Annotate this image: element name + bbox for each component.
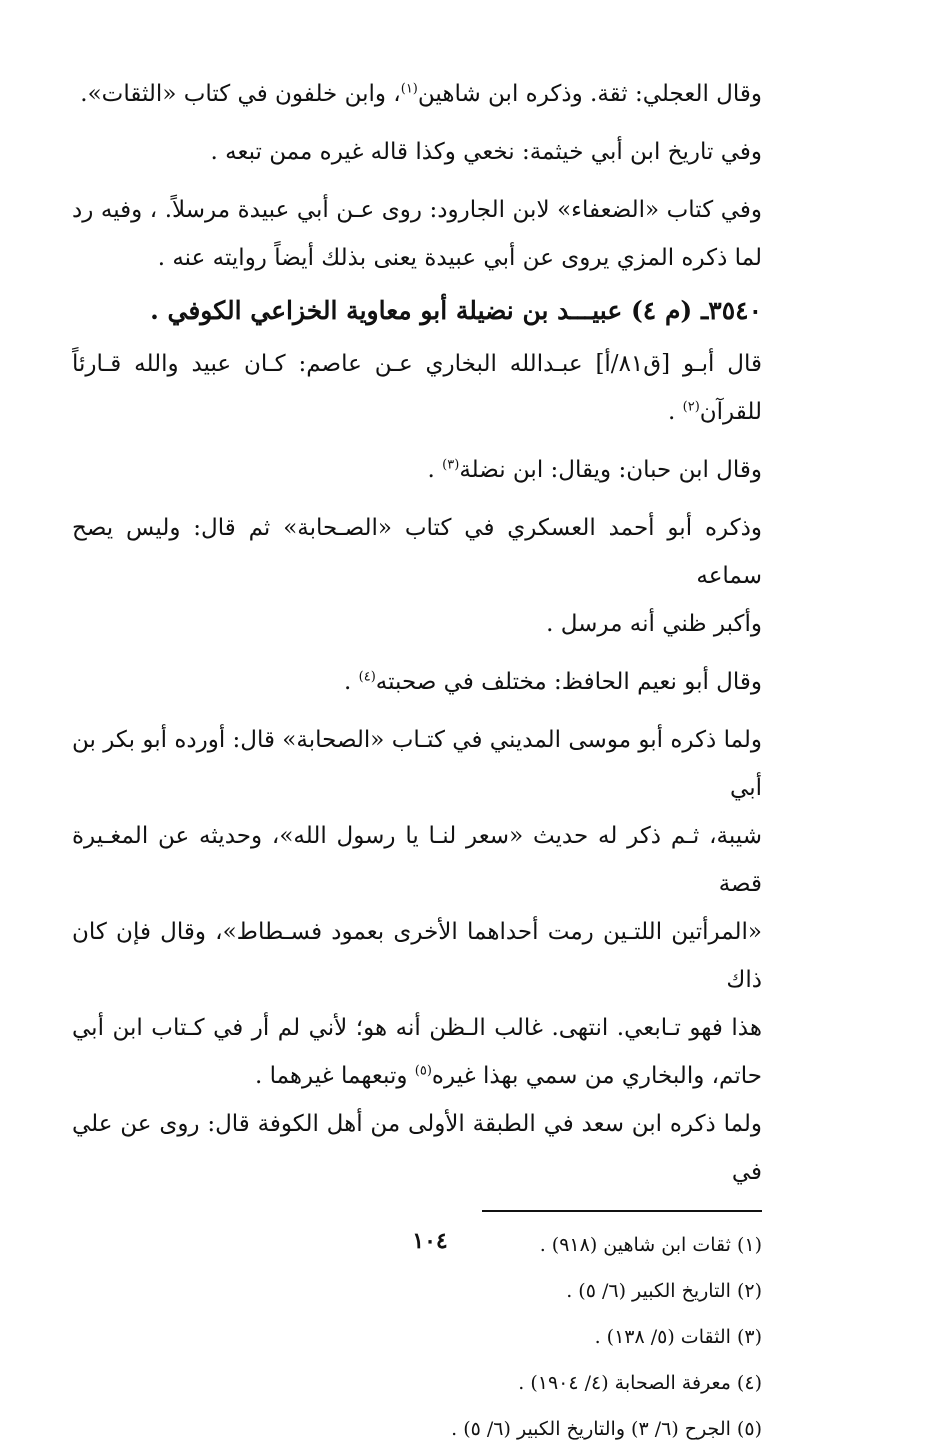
- paragraph-4-line-2: [72, 388, 762, 436]
- footnote-4: (٤) معرفة الصحابة (٤/ ١٩٠٤) .: [518, 1372, 762, 1394]
- footnote-ref-2: (٢): [682, 399, 700, 415]
- paragraph-7-line: [72, 658, 762, 706]
- entry-heading: ٣٥٤٠ـ (م ٤) عبيـــد بن نضيلة أبو معاوية الخزاعي الكوفي .: [150, 296, 762, 325]
- footnote-2: (٢) التاريخ الكبير (٦/ ٥) .: [566, 1280, 762, 1302]
- text-run: .: [344, 669, 359, 695]
- paragraph-4-line-1: قال أبـو [ق٨١/أ] عبـدالله البخاري عـن عاصم: كـان عبيد والله قـارئاً: [72, 351, 762, 377]
- paragraph-8-line-4: هذا فهو تـابعي. انتهى. غالب الـظن أنه هو؛ لأني لم أر في كـتاب ابن أبي: [72, 1015, 762, 1041]
- footnote-ref-3: (٣): [442, 457, 460, 473]
- paragraph-3-line-2: لما ذكره المزي يروى عن أبي عبيدة يعنى بذلك أيضاً روايته عنه .: [157, 245, 762, 271]
- paragraph-6-line-2: وأكبر ظني أنه مرسل .: [546, 611, 762, 637]
- text-run: وتبعهما غيرهما .: [254, 1063, 415, 1089]
- paragraph-3-line-1: وفي كتاب «الضعفاء» لابن الجارود: روى عـن أبي عبيدة مرسلاً. ، وفيه رد: [72, 197, 762, 223]
- footnote-1: (١) ثقات ابن شاهين (٩١٨) .: [539, 1234, 762, 1256]
- text-run: .: [427, 457, 443, 483]
- footnote-5: (٥) الجرح (٦/ ٣) والتاريخ الكبير (٦/ ٥) .: [451, 1418, 762, 1440]
- text-run: وقال ابن حبان: ويقال: ابن نضلة: [459, 457, 762, 483]
- footnote-3: (٣) الثقات (٥/ ١٣٨) .: [594, 1326, 762, 1348]
- paragraph-6-line-1: وذكره أبو أحمد العسكري في كتاب «الصـحابة» ثم قال: وليس يصح سماعه: [72, 515, 762, 589]
- text-run: وقال العجلي: ثقة. وذكره ابن شاهين: [417, 81, 762, 107]
- paragraph-1-line-1: [72, 70, 762, 118]
- footnote-ref-1: (١): [400, 81, 418, 97]
- text-run: للقرآن: [699, 399, 762, 425]
- paragraph-8-line-5: [72, 1052, 762, 1100]
- paragraph-8-line-3: «المرأتين اللتـين رمت أحداهما الأخرى بعمود فسـطاط»، وقال فإن كان ذاك: [72, 919, 762, 993]
- footnote-ref-5: (٥): [414, 1063, 432, 1079]
- footnote-separator: [482, 1210, 762, 1212]
- page-number: ١٠٤: [412, 1228, 448, 1254]
- paragraph-9-line-1: ولما ذكره ابن سعد في الطبقة الأولى من أهل الكوفة قال: روى عن علي في: [72, 1111, 762, 1185]
- text-run: .: [668, 399, 683, 425]
- paragraph-2-line: وفي تاريخ ابن أبي خيثمة: نخعي وكذا قاله غيره ممن تبعه .: [210, 139, 762, 165]
- footnote-ref-4: (٤): [358, 669, 376, 685]
- text-run: وقال أبو نعيم الحافظ: مختلف في صحبته: [375, 669, 762, 695]
- text-run: حاتم، والبخاري من سمي بهذا غيره: [431, 1063, 762, 1089]
- text-run: ، وابن خلفون في كتاب «الثقات».: [80, 81, 401, 107]
- paragraph-8-line-1: ولما ذكره أبو موسى المديني في كتـاب «الصحابة» قال: أورده أبو بكر بن أبي: [72, 727, 762, 801]
- paragraph-8-line-2: شيبة، ثـم ذكر له حديث «سعر لنـا يا رسول الله»، وحديثه عن المغـيرة قصة: [72, 823, 762, 897]
- paragraph-5-line: [72, 446, 762, 494]
